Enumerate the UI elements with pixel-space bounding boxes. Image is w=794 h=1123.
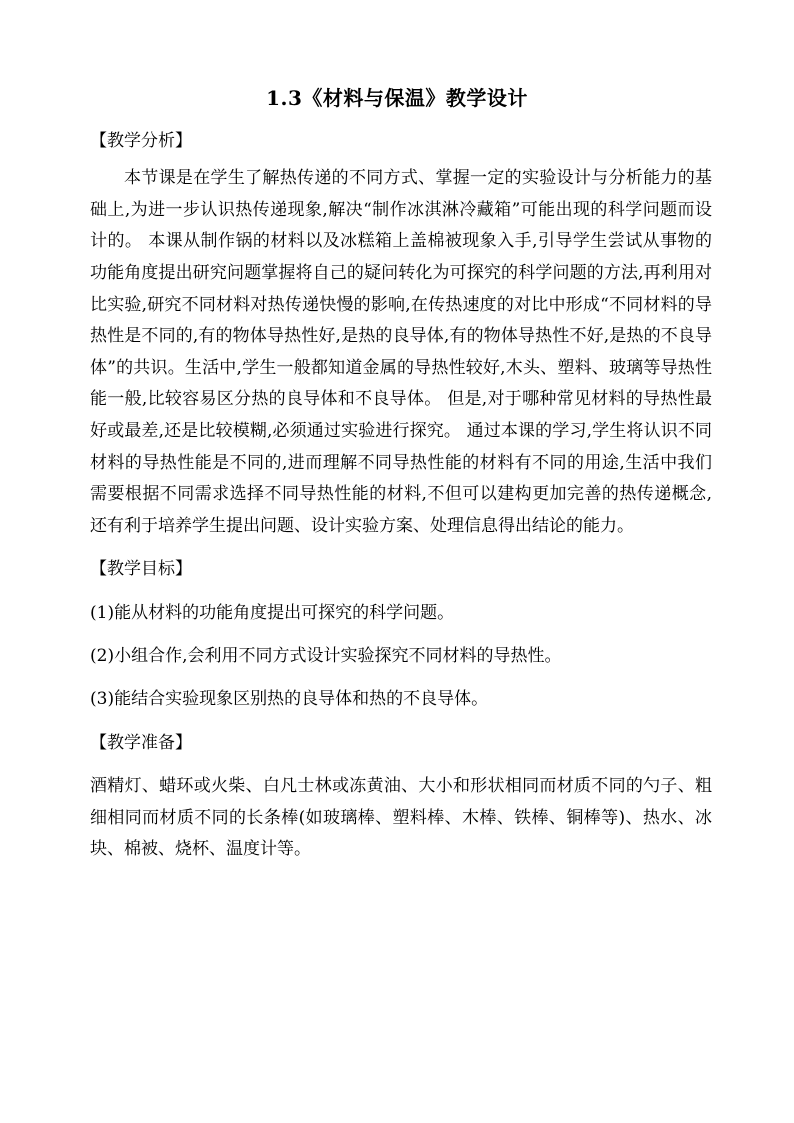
goal-item-3: (3)能结合实验现象区别热的良导体和热的不良导体。	[90, 689, 489, 710]
document-body	[90, 126, 712, 866]
document-title: 1.3《材料与保温》教学设计	[266, 86, 528, 110]
goal-item-1: (1)能从材料的功能角度提出可探究的科学问题。	[90, 602, 455, 623]
goal-item-2: (2)小组合作,会利用不同方式设计实验探究不同材料的导热性。	[90, 646, 562, 667]
analysis-paragraph: 本节课是在学生了解热传递的不同方式、掌握一定的实验设计与分析能力的基础上,为进一步认识热传递现象,解决“制作冰淇淋冷藏箱”可能出现的科学问题而设计的。 本课从制作锅的材料以及冰糕箱上盖棉被现象入手,引导学生尝试从事物的功能角度提出研究问题掌握将自己的疑问转化为可探究的科学问题的方法,再利用对比实验,研究不同材料对热传递快慢的影响,在传热速度的对比中形成“不同材料的导热性是不同的,有的物体导热性好,是热的良导体,有的物体导热性不好,是热的不良导体”的共识。生活中,学生一般都知道金属的导热性较好,木头、塑料、玻璃等导热性能一般,比较容易区分热的良导体和不良导体。 但是,对于哪种常见材料的导热性最好或最差,还是比较模糊,必须通过实验进行探究。 通过本课的学习,学生将认识不同材料的导热性能是不同的,进而理解不同导热性能的材料有不同的用途,生活中我们需要根据不同需求选择不同导热性能的材料,不但可以建构更加完善的热传递概念,还有利于培养学生提出问题、设计实验方案、处理信息得出结论的能力。	[90, 168, 712, 536]
section-heading-goals: 【教学目标】	[90, 559, 192, 580]
preparation-paragraph: 酒精灯、蜡环或火柴、白凡士林或冻黄油、大小和形状相同而材质不同的勺子、粗细相同而材质不同的长条棒(如玻璃棒、塑料棒、木棒、铁棒、铜棒等)、热水、冰块、棉被、烧杯、温度计等。	[90, 775, 712, 860]
section-heading-preparation: 【教学准备】	[90, 732, 192, 753]
section-heading-analysis: 【教学分析】	[90, 131, 192, 151]
